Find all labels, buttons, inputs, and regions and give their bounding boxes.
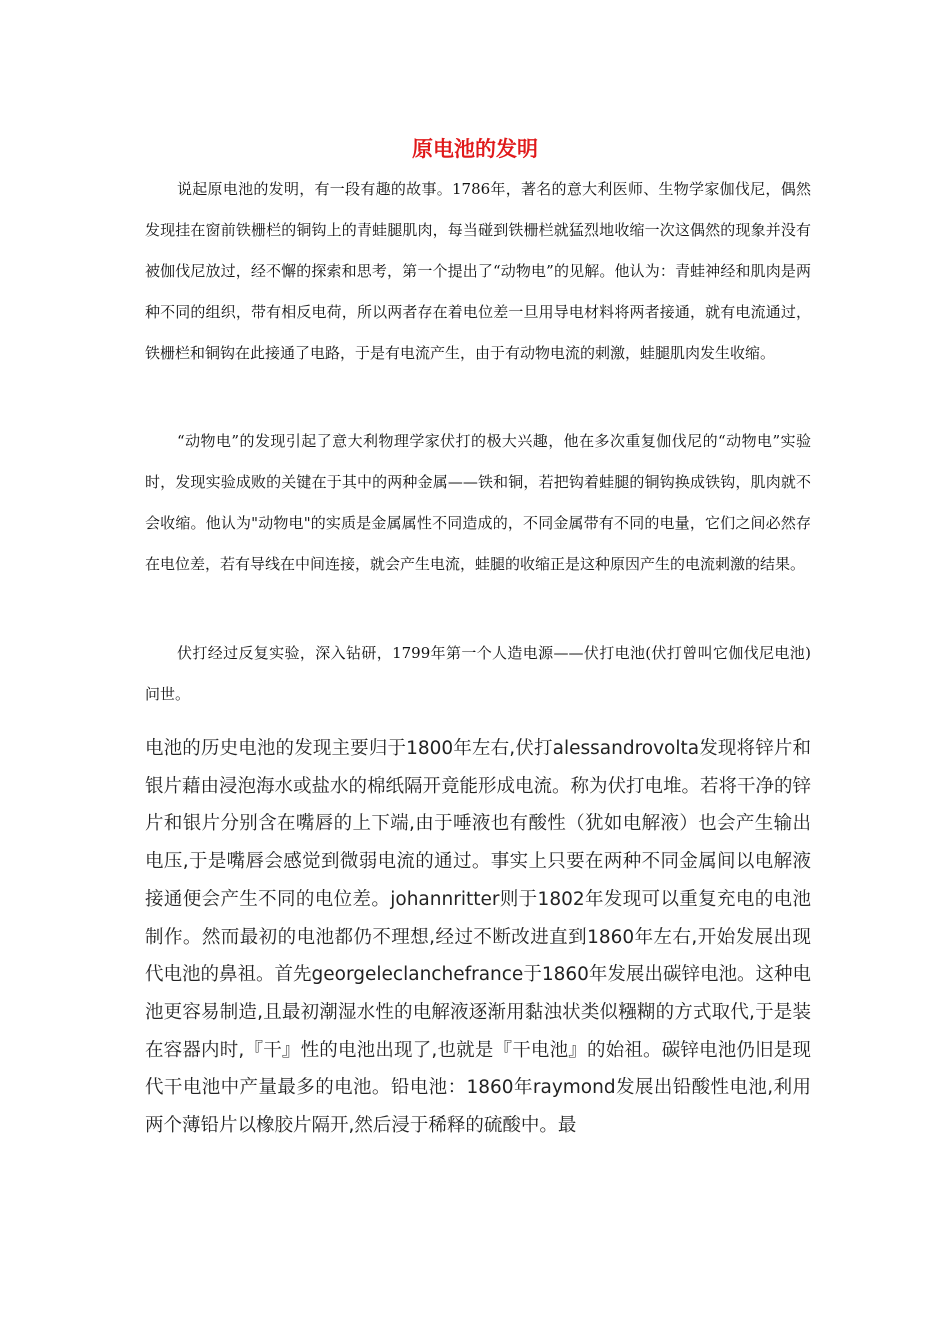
paragraph-volta-interest: “动物电”的发现引起了意大利物理学家伏打的极大兴趣，他在多次重复伽伐尼的“动物电”实验时，发现实验成败的关键在于其中的两种金属——铁和铜，若把钩着蛙腿的铜钩换成铁钩，肌肉就不会收缩。他认为"动物电"的实质是金属属性不同造成的，不同金属带有不同的电量，它们之间必然存在电位差，若有导线在中间连接，就会产生电流，蛙腿的收缩正是这种原因产生的电流刺激的结果。: [145, 432, 811, 573]
paragraph-battery-history: 电池的历史电池的发现主要归于1800年左右,伏打alessandrovolta发现将锌片和银片藉由浸泡海水或盐水的棉纸隔开竟能形成电流。称为伏打电堆。若将干净的锌片和银片分别含在嘴唇的上下端,由于唾液也有酸性（犹如电解液）也会产生输出电压,于是嘴唇会感觉到微弱电流的通过。事实上只要在两种不同金属间以电解液接通便会产生不同的电位差。johannritter则于1802年发现可以重复充电的电池制作。然而最初的电池都仍不理想,经过不断改进直到1860年左右,开始发展出现代电池的鼻祖。首先georgeleclanchefrance于1860年发展出碳锌电池。这种电池更容易制造,且最初潮湿水性的电解液逐渐用黏浊状类似糨糊的方式取代,于是装在容器内时,『干』性的电池出现了,也就是『干电池』的始祖。碳锌电池仍旧是现代干电池中产量最多的电池。铅电池：1860年raymond发展出铅酸性电池,利用两个薄铅片以橡胶片隔开,然后浸于稀释的硫酸中。最: [145, 738, 812, 1137]
paragraph-galvani: 说起原电池的发明，有一段有趣的故事。1786年，著名的意大利医师、生物学家伽伐尼，偶然发现挂在窗前铁栅栏的铜钩上的青蛙腿肌肉，每当碰到铁栅栏就猛烈地收缩一次这偶然的现象并没有被伽伐尼放过，经不懈的探索和思考，第一个提出了“动物电”的见解。他认为：青蛙神经和肌肉是两种不同的组织，带有相反电荷，所以两者存在着电位差一旦用导电材料将两者接通，就有电流通过，铁栅栏和铜钩在此接通了电路，于是有电流产生，由于有动物电流的刺激，蛙腿肌肉发生收缩。: [145, 180, 811, 362]
document-title: 原电池的发明: [412, 136, 538, 161]
paragraph-volta-battery: 伏打经过反复实验，深入钻研，1799年第一个人造电源——伏打电池(伏打曾叫它伽伐尼电池)问世。: [145, 644, 811, 703]
